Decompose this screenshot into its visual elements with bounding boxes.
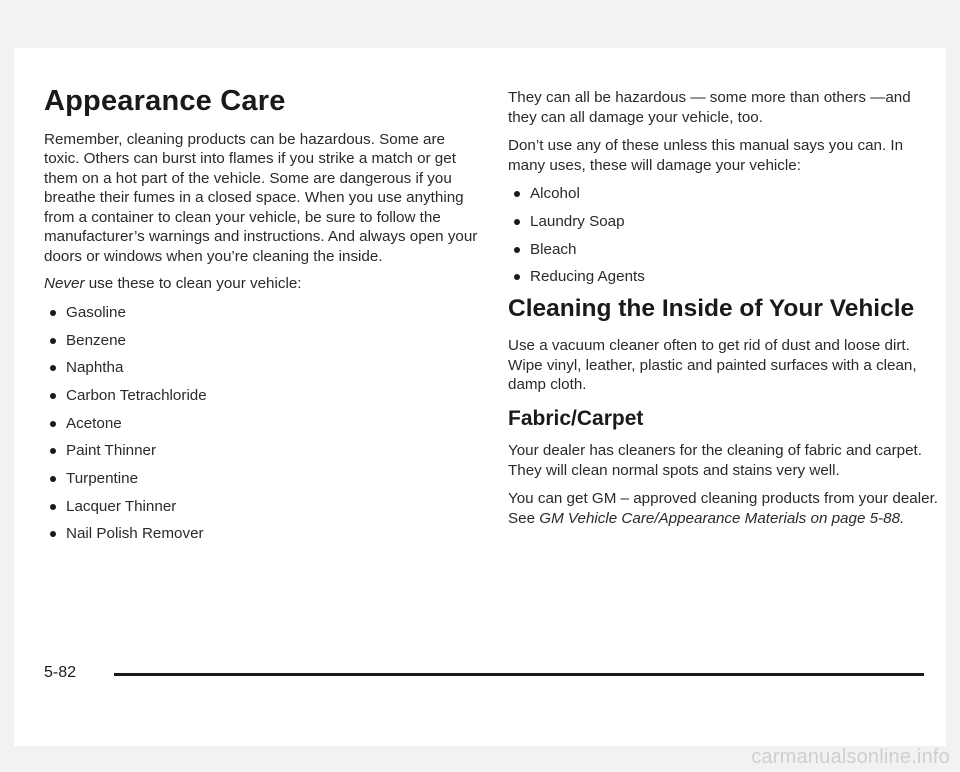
bullet-icon <box>514 219 520 225</box>
bullet-icon <box>50 448 56 454</box>
watermark: carmanualsonline.info <box>751 746 950 768</box>
list-item: Naphtha <box>44 358 484 378</box>
list-item: Benzene <box>44 331 484 351</box>
bullet-icon <box>514 274 520 280</box>
list-item: Nail Polish Remover <box>44 524 484 544</box>
list-item: Paint Thinner <box>44 441 484 461</box>
right-column <box>508 86 940 528</box>
list-item: Gasoline <box>44 303 484 323</box>
bullet-icon <box>50 338 56 344</box>
left-column <box>44 86 484 552</box>
bullet-icon <box>514 191 520 197</box>
bullet-icon <box>50 365 56 371</box>
list-item: Alcohol <box>508 184 940 204</box>
list-item: Bleach <box>508 240 940 260</box>
never-use-line <box>44 274 484 294</box>
list-item: Laundry Soap <box>508 212 940 232</box>
list-item: Turpentine <box>44 469 484 489</box>
damage-list <box>508 184 940 287</box>
bullet-icon <box>50 476 56 482</box>
cross-reference-link[interactable]: GM Vehicle Care/Appearance Materials on page 5-88. <box>539 509 905 527</box>
bullet-icon <box>514 247 520 253</box>
bullet-icon <box>50 531 56 537</box>
never-rest: use these to clean your vehicle: <box>84 275 302 293</box>
bullet-icon <box>50 393 56 399</box>
dont-use-paragraph: Don’t use any of these unless this manual says you can. In many uses, these will damage your vehicle: <box>508 137 904 174</box>
fabric-paragraph-2 <box>508 489 940 528</box>
never-emphasis: Never <box>44 275 85 293</box>
list-item: Acetone <box>44 414 484 434</box>
manual-page <box>14 48 946 746</box>
subsection-heading: Fabric/Carpet <box>508 406 644 430</box>
list-item: Reducing Agents <box>508 267 940 287</box>
bullet-icon <box>50 421 56 427</box>
intro-paragraph: Remember, cleaning products can be hazardous. Some are toxic. Others can burst into flames if you strike a match or get them on a hot part of the vehicle. Some are dangerous if you breathe their fumes in a closed space. When you use anything from a container to clean your vehicle, be sure to follow the manufacturer’s warnings and instructions. And always open your doors or windows when you’re cleaning the inside. <box>44 130 478 265</box>
section-paragraph: Use a vacuum cleaner often to get rid of dust and loose dirt. Wipe vinyl, leather, plastic and painted surfaces with a clean, damp cloth. <box>508 337 917 394</box>
fabric-paragraph-2-text: You can get GM – approved cleaning products from your dealer. See <box>508 490 939 527</box>
page-number: 5-82 <box>44 664 77 681</box>
section-heading: Cleaning the Inside of Your Vehicle <box>508 295 915 323</box>
list-item: Carbon Tetrachloride <box>44 386 484 406</box>
page-title: Appearance Care <box>44 85 286 117</box>
bullet-icon <box>50 310 56 316</box>
hazard-paragraph: They can all be hazardous — some more than others —and they can all damage your vehicle, too. <box>508 89 911 126</box>
fabric-paragraph-1: Your dealer has cleaners for the cleaning of fabric and carpet. They will clean normal spots and stains very well. <box>508 442 922 479</box>
footer-divider <box>114 673 924 676</box>
bullet-icon <box>50 504 56 510</box>
list-item: Lacquer Thinner <box>44 497 484 517</box>
never-use-list <box>44 303 484 544</box>
